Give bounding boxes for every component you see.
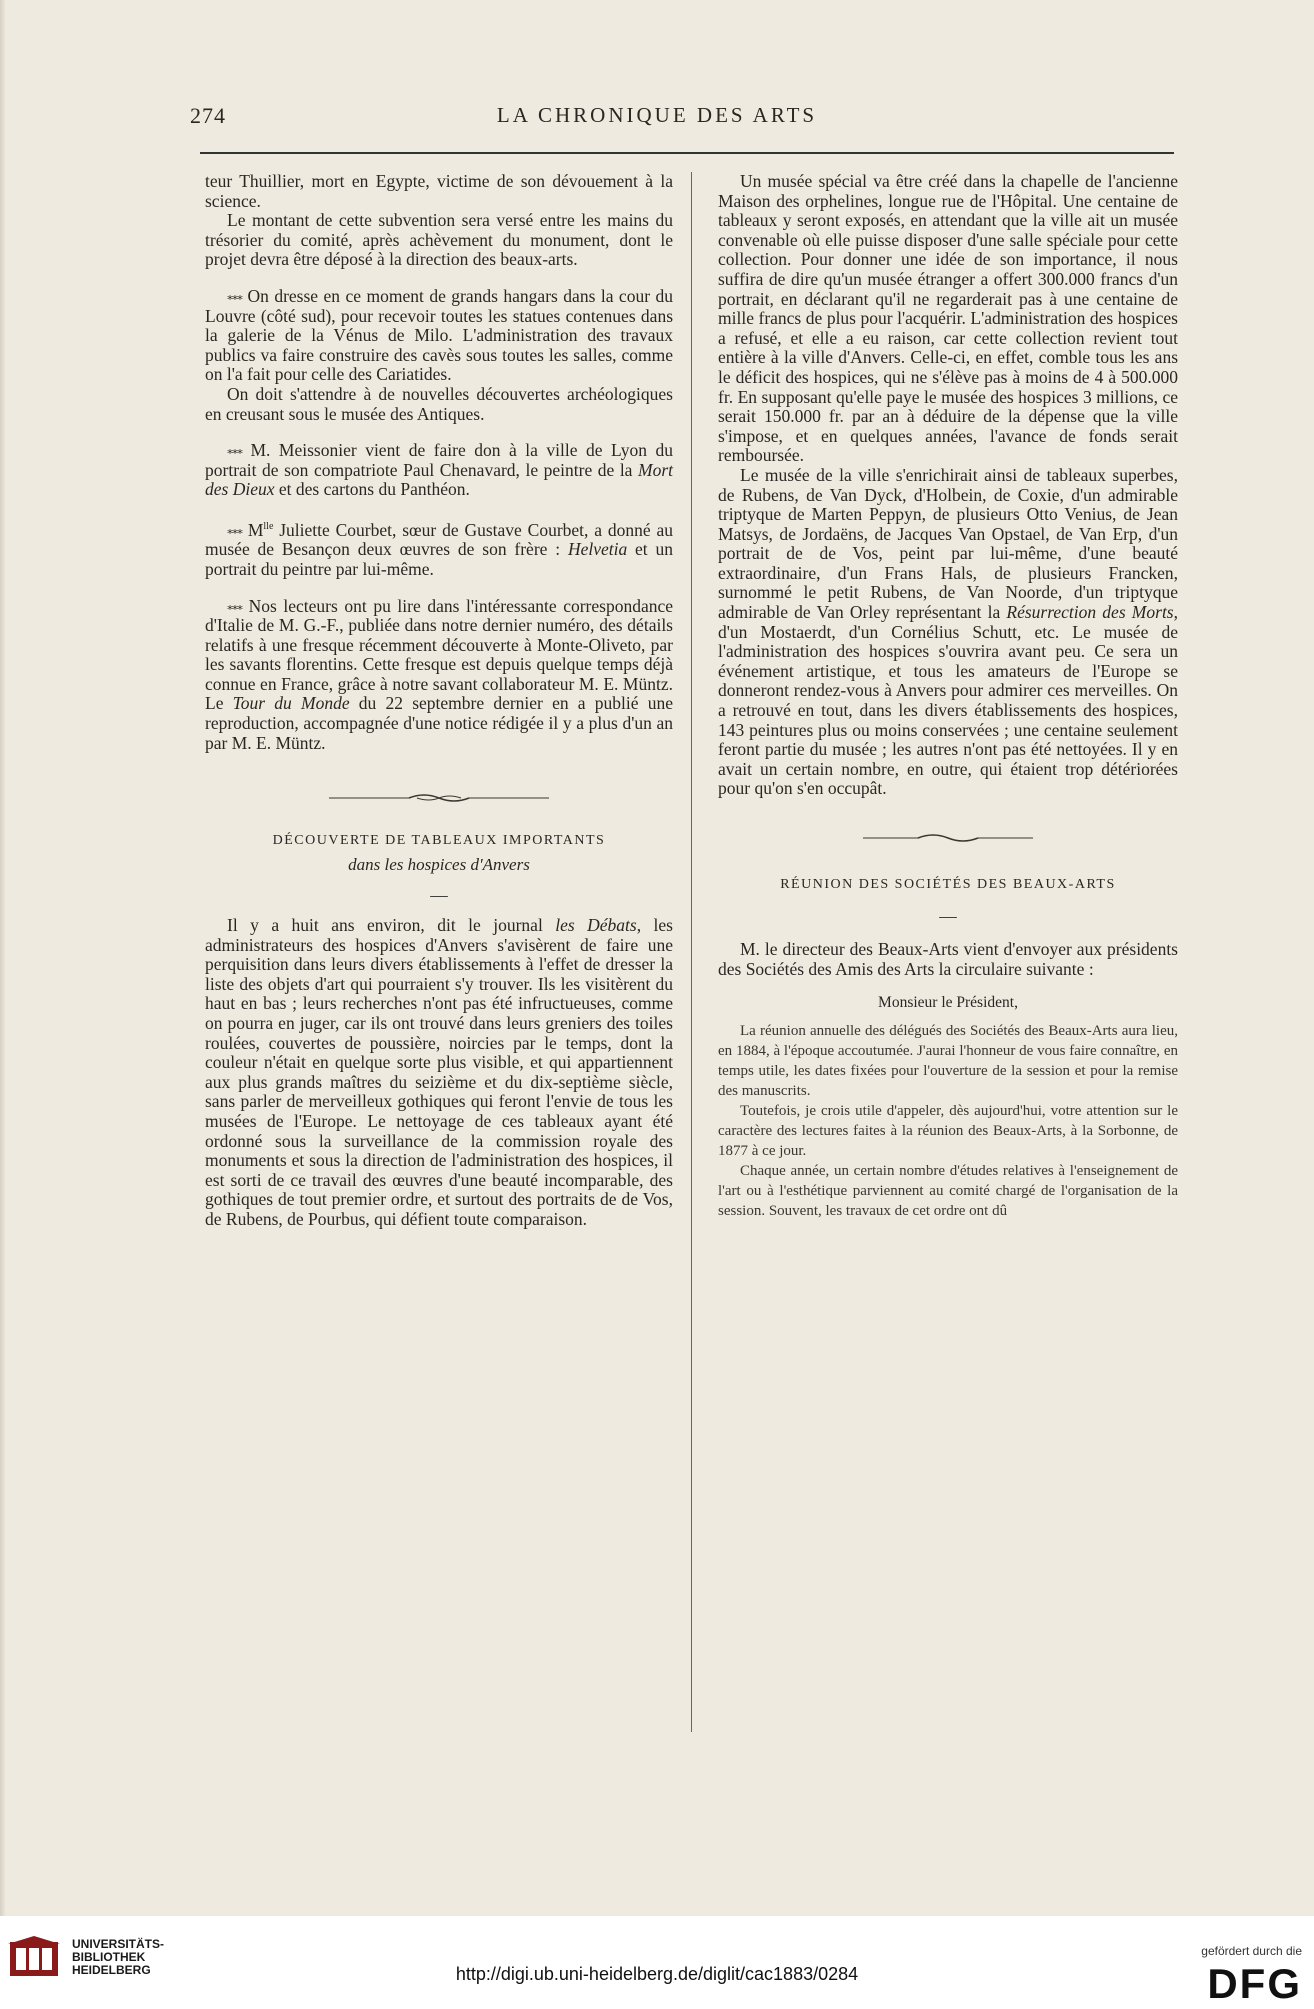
paragraph: Un musée spécial va être créé dans la chapelle de l'ancienne Maison des orphelines, longue rue de l'Hôpital. Une centaine de tableaux y seront exposés, en attendant que la ville ait un musée convenable où elle puisse disposer d'une salle spéciale pour cette collection. Pour donner une idée de son importance, il nous suffira de dire qu'un musée étranger a offert 300.000 francs d'un portrait, en déclarant qu'il ne regarderait pas à une centaine de mille francs de plus pour l'acquérir. L'administration des hospices a refusé, et elle a eu raison, car cette collection revient tout entière à la ville d'Anvers. Celle-ci, en effet, comble tous les ans le déficit des hospices, qui ne s'élève pas à moins de 4 à 500.000 fr. En supposant qu'elle paye le musée des hospices 3 millions, ce serait 150.000 fr. par an à déduire de la dépense que la ville s'impose, et en quelques années, l'avance de fonds serait remboursée. — [718, 171, 1178, 466]
asterism-icon: ⁎⁎⁎ — [227, 288, 242, 303]
asterism-icon: ⁎⁎⁎ — [227, 522, 242, 537]
paragraph: Toutefois, je crois utile d'appeler, dès aujourd'hui, votre attention sur le caractère des lectures faites à la réunion des Beaux-Arts, à la Sorbonne, de 1877 à ce jour. — [718, 1102, 1178, 1159]
scan-edge — [0, 0, 6, 1916]
section-dash: — — [430, 885, 448, 906]
ornament-divider-icon — [718, 829, 1178, 843]
paragraph: M. le directeur des Beaux-Arts vient d'envoyer aux présidents des Sociétés des Amis des Arts la circulaire suivante : — [718, 939, 1178, 979]
dfg-logo: DFG — [1207, 1960, 1302, 2007]
running-title: LA CHRONIQUE DES ARTS — [496, 103, 818, 127]
header-rule — [200, 152, 1174, 154]
page-header — [0, 103, 1314, 143]
funder-label: gefördert durch die — [1201, 1944, 1302, 1958]
section-title: DÉCOUVERTE DE TABLEAUX IMPORTANTS — [272, 833, 606, 849]
circular-letter — [718, 1021, 1178, 1221]
paragraph: La réunion annuelle des délégués des Sociétés des Beaux-Arts aura lieu, en 1884, à l'époque accoutumée. J'aurai l'honneur de vous faire connaître, en temps utile, les dates fixées pour l'ouverture de la session et pour la remise des manuscrits. — [718, 1022, 1178, 1099]
paragraph: On doit s'attendre à de nouvelles découvertes archéologiques en creusant sous le musée des Antiques. — [205, 383, 673, 424]
asterism-icon: ⁎⁎⁎ — [227, 443, 242, 458]
paragraph: Le musée de la ville s'enrichirait ainsi de tableaux superbes, de Rubens, de Van Dyck, d'Holbein, de Coxie, d'un admirable triptyque de Marten Peppyn, de plusieurs Otto Venius, de Jean Matsys, de Jordaëns, de Jacques Van Opstael, de Van Erp, d'un portrait de de Vos, peint par lui-même, d'une beauté extraordinaire, d'un Frans Hals, de plusieurs Francken, surnommé le petit Rubens, de Van Noorde, d'un triptyque admirable de Van Orley représentant la Résurrection des Morts, d'un Mostaerdt, d'un Cornélius Schutt, etc. Le musée de l'administration des hospices s'ouvrira avant peu. Ce sera un événement artistique, et tous les amateurs de l'Europe se donneront rendez-vous à Anvers pour admirer ces merveilles. On a retrouvé en tout, dans les divers établissements des hospices, 143 peintures plus ou moins conservées ; une centaine seulement feront partie du musée ; les autres n'ont pas été nettoyées. Il y en avait un certain nombre, en outre, qui étaient trop détériorées pour qu'on s'en occupât. — [718, 464, 1178, 799]
paragraph: Chaque année, un certain nombre d'études relatives à l'enseignement de l'art ou à l'esthétique parviennent au comité chargé de l'organisation de la session. Souvent, les travaux de cet ordre ont dû — [718, 1162, 1178, 1219]
right-column — [718, 172, 1178, 1221]
column-divider — [691, 172, 692, 1732]
ornament-divider-icon — [205, 789, 673, 803]
salutation: Monsieur le Président, — [878, 994, 1018, 1012]
news-item: ⁎⁎⁎ $M^{lle}$ Juliette Courbet, sœur de Gustave Courbet, a donné au musée de Besançon deux œuvres de son frère : Helvetia et un portrait du peintre par lui-même. — [205, 519, 673, 579]
footer-bar — [0, 1916, 1314, 2009]
news-item: ⁎⁎⁎ M. Meissonier vient de faire don à la ville de Lyon du portrait de son compatriote Paul Chenavard, le peintre de la Mort des Dieux et des cartons du Panthéon. — [205, 440, 673, 500]
left-column — [205, 172, 673, 1230]
source-url-link[interactable]: http://digi.ub.uni-heidelberg.de/diglit/cac1883/0284 — [455, 1964, 859, 1984]
library-name: UNIVERSITÄTS- BIBLIOTHEK HEIDELBERG — [72, 1937, 165, 1977]
section-dash: — — [939, 905, 957, 926]
paragraph: teur Thuillier, mort en Egypte, victime de son dévouement à la science. — [205, 171, 673, 211]
asterism-icon: ⁎⁎⁎ — [227, 598, 242, 613]
page-number: 274 — [190, 103, 226, 128]
news-item: ⁎⁎⁎ Nos lecteurs ont pu lire dans l'intéressante correspondance d'Italie de M. G.-F., publiée dans notre dernier numéro, des détails relatifs à une fresque récemment découverte à Monte-Oliveto, par les savants florentins. Cette fresque est depuis quelque temps déjà connue en France, grâce à notre savant collaborateur M. E. Müntz. Le Tour du Monde du 22 septembre dernier en a publié une reproduction, accompagnée d'une notice rédigée il y a plus d'un an par M. E. Müntz. — [205, 595, 674, 753]
section-subtitle: dans les hospices d'Anvers — [348, 854, 530, 874]
paragraph: Le montant de cette subvention sera versé entre les mains du trésorier du comité, après achèvement du monument, dont le projet devra être déposé à la direction des beaux-arts. — [205, 210, 673, 270]
section-title: RÉUNION DES SOCIÉTÉS DES BEAUX-ARTS — [780, 877, 1116, 892]
news-item: ⁎⁎⁎ On dresse en ce moment de grands hangars dans la cour du Louvre (côté sud), pour recevoir toutes les statues contenues dans la galerie de la Vénus de Milo. L'administration des travaux publics va faire construire des cavès sous toutes les salles, comme on l'a fait pour celle des Cariatides. — [205, 285, 673, 385]
paragraph: Il y a huit ans environ, dit le journal les Débats, les administrateurs des hospices d'Anvers s'avisèrent de faire une perquisition dans leurs divers établissements à l'effet de dresser la liste des objets d'art qui pourraient s'y trouver. Ils les visitèrent du haut en bas ; leurs recherches n'ont pas été infructueuses, comme on pourra en juger, car ils ont trouvé dans leurs greniers des toiles roulées, couvertes de poussière, noircies par le temps, dont la couleur n'était en quelque sorte plus visible, et qui appartiennent aux plus grands maîtres du seizième et du dix-septième siècle, sans parler de merveilleux gothiques qui feront l'envie de tous les musées de l'Europe. Le nettoyage de ces tableaux ayant été ordonné sous la surveillance de la commission royale des monuments et sous la direction de l'administration des hospices, il est sorti de ce travail des œuvres d'une beauté incomparable, des gothiques de tout premier ordre, et surtout des portraits de de Vos, de Rubens, de Pourbus, qui défient toute comparaison. — [205, 915, 673, 1229]
